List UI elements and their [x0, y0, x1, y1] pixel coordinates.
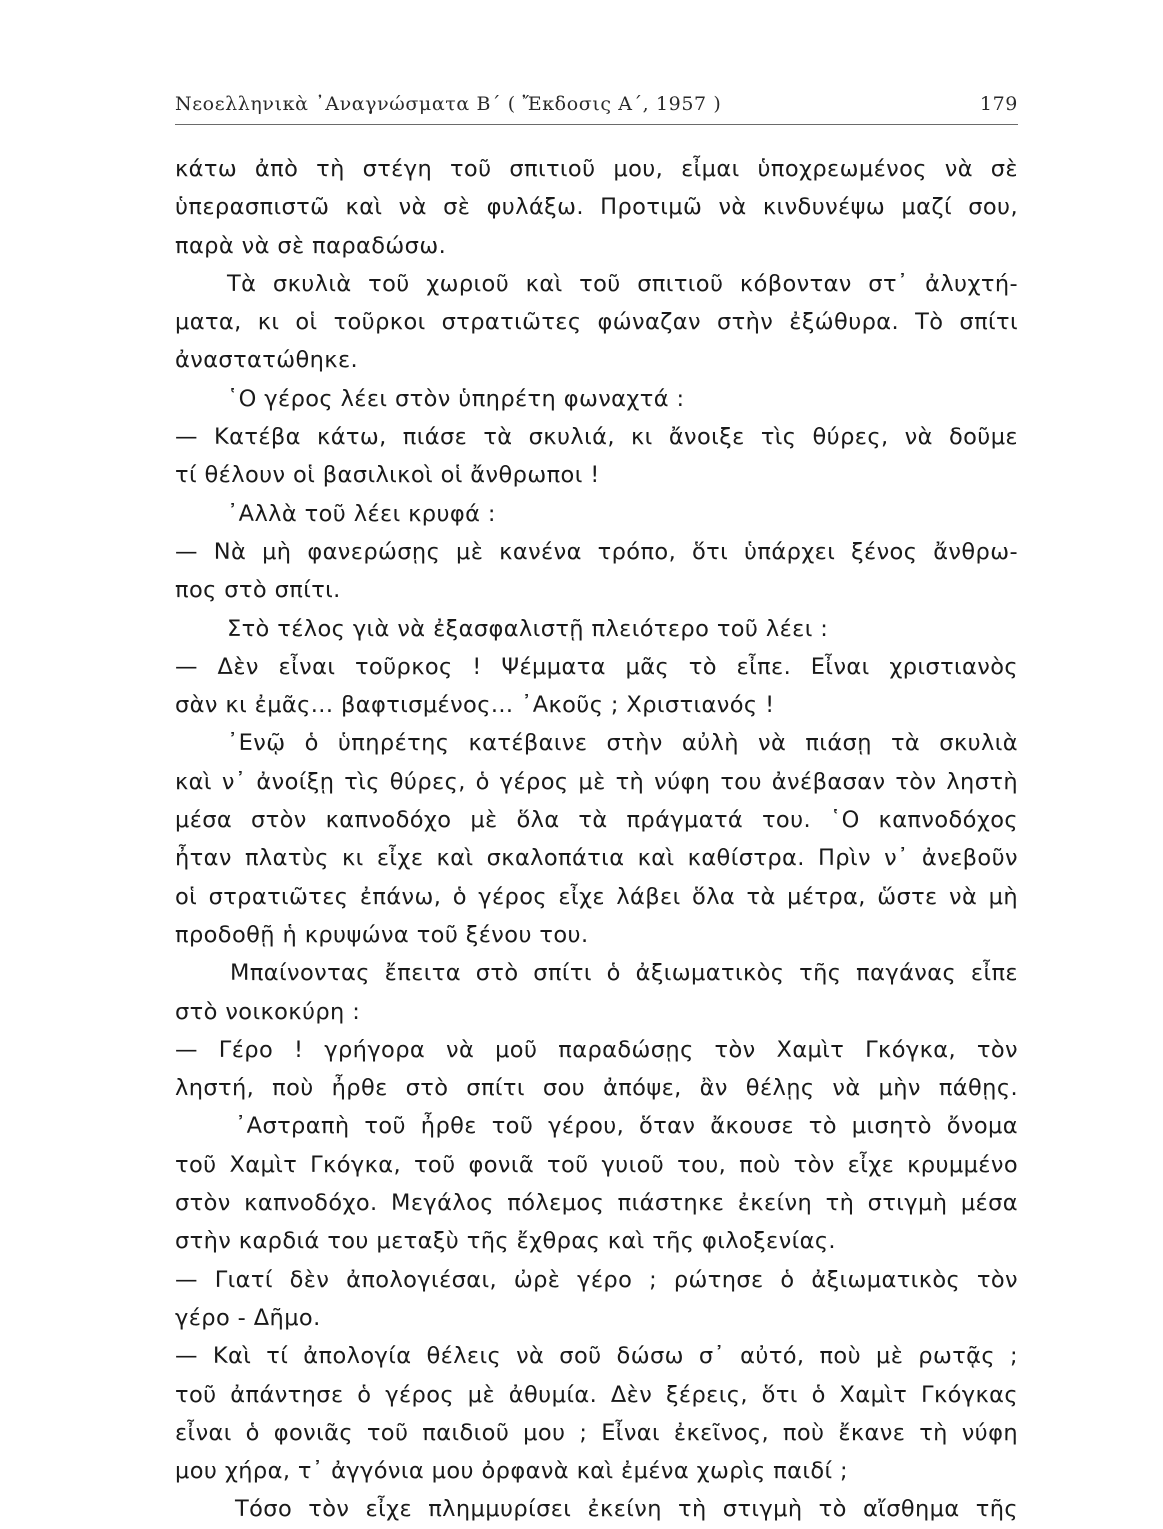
text-line: ᾿Ενῷ ὁ ὑπηρέτης κατέβαινε στὴν αὐλὴ νὰ πιάσῃ τὰ σκυλιὰ: [227, 730, 1018, 757]
text-line: — Γέρο ! γρήγορα νὰ μοῦ παραδώσῃς τὸν Χαμὶτ Γκόγκα, τὸν: [175, 1036, 1018, 1063]
text-line: Μπαίνοντας ἔπειτα στὸ σπίτι ὁ ἀξιωματικὸς τῆς παγάνας εἶπε: [230, 960, 1018, 987]
text-line: τί θέλουν οἱ βασιλικοὶ οἱ ἄνθρωποι !: [175, 462, 600, 489]
text-line: — Γιατί δὲν ἀπολογιέσαι, ὠρὲ γέρο ; ρώτησε ὁ ἀξιωματικὸς τὸν: [175, 1266, 1018, 1293]
text-line: τοῦ Χαμὶτ Γκόγκα, τοῦ φονιᾶ τοῦ γυιοῦ του, ποὺ τὸν εἶχε κρυμμένο: [175, 1151, 1018, 1178]
text-line: γέρο - Δῆμο.: [175, 1304, 321, 1331]
text-line: στὸ νοικοκύρη :: [175, 998, 361, 1025]
text-line: πος στὸ σπίτι.: [175, 577, 341, 604]
text-line: ματα, κι οἱ τοῦρκοι στρατιῶτες φώναζαν στὴν ἐξώθυρα. Τὸ σπίτι: [175, 309, 1018, 336]
text-line: ᾿Αστραπὴ τοῦ ἦρθε τοῦ γέρου, ὅταν ἄκουσε τὸ μισητὸ ὄνομα: [235, 1113, 1018, 1140]
text-line: στὸν καπνοδόχο. Μεγάλος πόλεμος πιάστηκε ἐκείνη τὴ στιγμὴ μέσα: [175, 1190, 1018, 1217]
text-line: ῾Ο γέρος λέει στὸν ὑπηρέτη φωναχτά :: [227, 385, 685, 412]
text-line: — Νὰ μὴ φανερώσῃς μὲ κανένα τρόπο, ὅτι ὑπάρχει ξένος ἄνθρω-: [175, 538, 1018, 565]
text-line: — Καὶ τί ἀπολογία θέλεις νὰ σοῦ δώσω σ᾿ αὐτό, ποὺ μὲ ρωτᾷς ;: [175, 1343, 1018, 1370]
text-line: Στὸ τέλος γιὰ νὰ ἐξασφαλιστῇ πλειότερο τοῦ λέει :: [227, 615, 829, 642]
page-number: 179: [979, 93, 1018, 115]
text-line: οἱ στρατιῶτες ἐπάνω, ὁ γέρος εἶχε λάβει ὅλα τὰ μέτρα, ὥστε νὰ μὴ: [175, 883, 1018, 910]
text-line: στὴν καρδιά του μεταξὺ τῆς ἔχθρας καὶ τῆς φιλοξενίας.: [175, 1228, 836, 1255]
text-line: τοῦ ἀπάντησε ὁ γέρος μὲ ἀθυμία. Δὲν ξέρεις, ὅτι ὁ Χαμὶτ Γκόγκας: [175, 1381, 1018, 1408]
text-line: ληστή, ποὺ ἦρθε στὸ σπίτι σου ἀπόψε, ἂν θέλῃς νὰ μὴν πάθῃς.: [175, 1075, 1018, 1102]
text-line: ἀναστατώθηκε.: [175, 347, 359, 374]
text-line: ἦταν πλατὺς κι εἶχε καὶ σκαλοπάτια καὶ καθίστρα. Πρὶν ν᾿ ἀνεβοῦν: [175, 845, 1018, 872]
text-line: σὰν κι ἐμᾶς... βαφτισμένος... ᾿Ακοῦς ; Χριστιανός !: [175, 692, 775, 719]
text-line: μέσα στὸν καπνοδόχο μὲ ὅλα τὰ πράγματά του. ῾Ο καπνοδόχος: [175, 807, 1018, 834]
text-line: — Δὲν εἶναι τοῦρκος ! Ψέμματα μᾶς τὸ εἶπε. Εἶναι χριστιανὸς: [175, 653, 1018, 680]
running-title: Νεοελληνικὰ ᾿Αναγνώσματα Β΄ ( Ἔκδοσις Α΄, 1957 ): [175, 93, 722, 115]
text-line: παρὰ νὰ σὲ παραδώσω.: [175, 232, 447, 259]
body-text: [175, 150, 1018, 1529]
text-line: ὑπερασπιστῶ καὶ νὰ σὲ φυλάξω. Προτιμῶ νὰ κινδυνέψω μαζί σου,: [175, 194, 1018, 221]
text-line: εἶναι ὁ φονιᾶς τοῦ παιδιοῦ μου ; Εἶναι ἐκεῖνος, ποὺ ἔκανε τὴ νύφη: [175, 1419, 1018, 1446]
text-line: — Κατέβα κάτω, πιάσε τὰ σκυλιά, κι ἄνοιξε τὶς θύρες, νὰ δοῦμε: [175, 424, 1018, 451]
running-head: [175, 93, 1018, 115]
text-line: μου χήρα, τ᾿ ἀγγόνια μου ὀρφανὰ καὶ ἐμένα χωρὶς παιδί ;: [175, 1458, 849, 1485]
text-line: καὶ ν᾿ ἀνοίξῃ τὶς θύρες, ὁ γέρος μὲ τὴ νύφη του ἀνέβασαν τὸν ληστὴ: [175, 768, 1018, 795]
text-line: Τόσο τὸν εἶχε πλημμυρίσει ἐκείνη τὴ στιγμὴ τὸ αἴσθημα τῆς: [235, 1496, 1018, 1523]
text-line: ᾿Αλλὰ τοῦ λέει κρυφά :: [227, 500, 496, 527]
header-rule: [175, 124, 1018, 125]
text-line: προδοθῇ ἡ κρυψώνα τοῦ ξένου του.: [175, 921, 589, 948]
text-line: Τὰ σκυλιὰ τοῦ χωριοῦ καὶ τοῦ σπιτιοῦ κόβονταν στ᾿ ἀλυχτή-: [227, 270, 1018, 297]
text-line: κάτω ἀπὸ τὴ στέγη τοῦ σπιτιοῦ μου, εἶμαι ὑποχρεωμένος νὰ σὲ: [175, 156, 1018, 182]
